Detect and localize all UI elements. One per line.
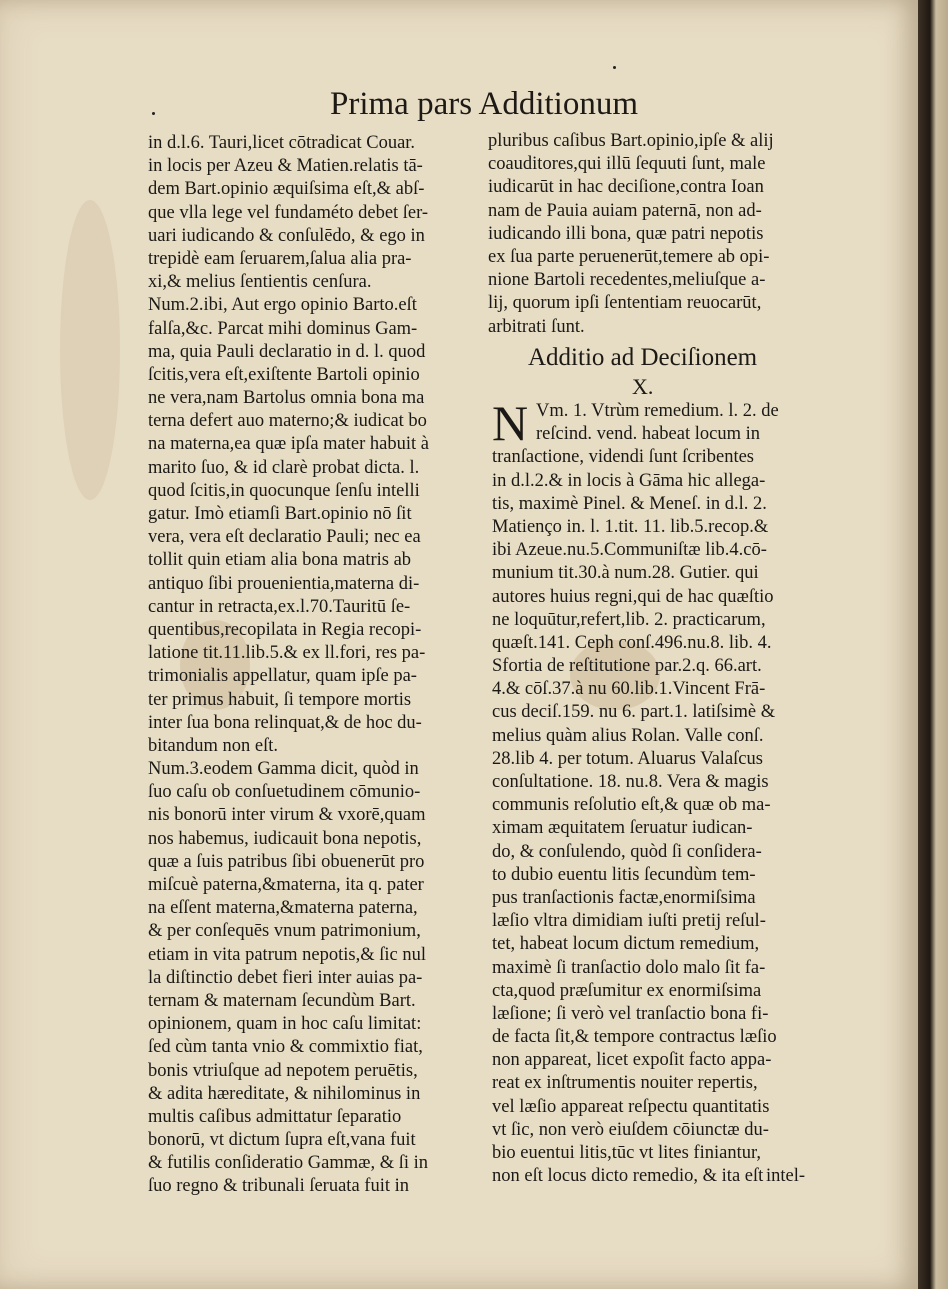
right-text-column-top xyxy=(488,130,818,339)
text-line: bio euentui litis,tūc vt lites finiantur, xyxy=(492,1143,762,1163)
text-line: coauditores,qui illū ſequuti ſunt, male xyxy=(488,154,766,175)
text-line: reſcind. vend. habeat locum in xyxy=(536,424,760,445)
text-line: falſa,&c. Parcat mihi dominus Gam- xyxy=(148,318,418,339)
text-line: ma, quia Pauli declaratio in d. l. quod xyxy=(148,341,426,362)
text-line: tis, maximè Pinel. & Meneſ. in d.l. 2. xyxy=(492,493,767,514)
text-line: multis caſibus admittatur ſeparatio xyxy=(148,1106,402,1127)
text-line: & adita hæreditate, & nihilominus in xyxy=(148,1083,421,1104)
text-line: uari iudicando & conſulēdo, & ego in xyxy=(148,225,425,246)
text-line: 28.lib 4. per totum. Aluarus Valaſcus xyxy=(492,748,763,769)
text-line: que vlla lege vel fundaméto debet ſer- xyxy=(148,202,429,223)
text-line: na materna,ea quæ ipſa mater habuit à xyxy=(148,434,429,455)
text-line: ternam & maternam ſecundùm Bart. xyxy=(148,990,416,1011)
text-line: etiam in vita patrum nepotis,& ſic nul xyxy=(148,944,426,965)
text-line: trepidè eam ſeruarem,ſalua alia pra- xyxy=(148,248,412,269)
text-line: ter primus habuit, ſi tempore mortis xyxy=(148,689,412,710)
text-line: xi,& melius ſentientis cenſura. xyxy=(148,272,372,293)
text-line: cus deciſ.159. nu 6. part.1. latiſsimè & xyxy=(492,702,776,723)
text-line: inter ſua bona relinquat,& de hoc du- xyxy=(148,712,422,733)
text-line: opinionem, quam in hoc caſu limitat: xyxy=(148,1014,422,1035)
text-line: iudicando illi bona, quæ patri nepotis xyxy=(488,223,764,244)
text-line: in d.l.6. Tauri,licet cōtradicat Couar. xyxy=(148,133,416,153)
text-line: autores huius regni,qui de hac quæſtio xyxy=(492,586,774,607)
text-line: ibi Azeue.nu.5.Communiſtæ lib.4.cō- xyxy=(492,540,767,561)
text-line: quod ſcitis,in quocunque ſenſu intelli xyxy=(148,480,420,501)
text-line: do, & conſulendo, quòd ſi conſidera- xyxy=(492,841,762,862)
right-text-column-bottom xyxy=(492,395,822,1188)
text-line: de facta ſit,& tempore contractus læſio xyxy=(492,1027,777,1048)
text-line: non eſt locus dicto remedio, & ita eſt xyxy=(492,1166,764,1187)
text-line: reat ex inſtrumentis nouiter repertis, xyxy=(492,1073,758,1094)
text-line: lij, quorum ipſi ſententiam reuocarūt, xyxy=(488,293,762,314)
text-line: vel læſio appareat reſpectu quantitatis xyxy=(492,1096,770,1117)
section-heading: Additio ad Deciſionem xyxy=(528,344,758,371)
text-line: cta,quod præſumitur ex enormiſsima xyxy=(492,980,762,1001)
text-line: communis reſolutio eſt,& quæ ob ma- xyxy=(492,795,771,816)
text-line: in locis per Azeu & Matien.relatis tā- xyxy=(148,156,423,177)
text-line: bitandum non eſt. xyxy=(148,735,278,756)
text-line: ſed cùm tanta vnio & commixtio fiat, xyxy=(148,1037,423,1058)
text-line: vt ſic, non verò eiuſdem cōiunctæ du- xyxy=(492,1119,769,1140)
text-line: læſione; ſi verò vel tranſactio bona fi- xyxy=(492,1003,769,1024)
text-line: conſultatione. 18. nu.8. Vera & magis xyxy=(492,772,769,792)
text-line: marito ſuo, & id clarè probat dicta. l. xyxy=(148,457,420,478)
text-line: quæſt.141. Ceph conſ.496.nu.8. lib. 4. xyxy=(492,632,772,653)
text-line: Num.2.ibi, Aut ergo opinio Barto.eſt xyxy=(148,295,417,316)
text-line: dem Bart.opinio æquiſsima eſt,& abſ- xyxy=(148,179,425,200)
text-line: ne vera,nam Bartolus omnia bona ma xyxy=(148,388,425,409)
ink-mark xyxy=(152,112,155,115)
text-line: in d.l.2.& in locis à Gāma hic allega- xyxy=(492,470,766,491)
text-line: nione Bartoli recedentes,meliuſque a- xyxy=(488,270,766,291)
text-line: miſcuè paterna,&materna, ita q. pater xyxy=(148,875,424,895)
text-line: la diſtinctio debet fieri inter auias pa- xyxy=(148,967,423,988)
text-line: pus tranſactionis factæ,enormiſsima xyxy=(492,887,756,908)
text-line: munium tit.30.à num.28. Gutier. qui xyxy=(492,563,759,584)
text-line: trimonialis appellatur, quam ipſe pa- xyxy=(148,666,417,687)
text-line: & futilis conſideratio Gammæ, & ſi in xyxy=(148,1153,429,1174)
text-line: 4.& cōſ.37.à nu 60.lib.1.Vincent Frā- xyxy=(492,679,766,700)
text-line: nam de Pauia auiam paternā, non ad- xyxy=(488,200,762,221)
text-line: gatur. Imò etiamſi Bart.opinio nō ſit xyxy=(148,504,412,524)
text-line: ex ſua parte peruenerūt,temere ab opi- xyxy=(488,246,770,267)
text-line: melius quàm alius Rolan. Valle conſ. xyxy=(492,725,764,746)
text-line: quentibus,recopilata in Regia recopi- xyxy=(148,619,422,640)
text-line: Sfortia de reſtitutione par.2.q. 66.art. xyxy=(492,656,762,677)
text-line: terna defert auo materno;& iudicat bo xyxy=(148,411,427,432)
left-text-column xyxy=(148,132,488,1199)
text-line: arbitrati ſunt. xyxy=(488,316,585,337)
text-line: na eſſent materna,&materna paterna, xyxy=(148,898,418,919)
drop-capital: N xyxy=(492,395,529,451)
text-line: ximam æquitatem ſeruatur iudican- xyxy=(492,818,753,839)
ink-mark xyxy=(613,66,616,69)
text-line: antiquo ſibi prouenientia,materna di- xyxy=(148,573,420,594)
text-line: quæ a ſuis patribus ſibi obuenerūt pro xyxy=(148,851,425,872)
text-line: nos habemus, iudicauit bona nepotis, xyxy=(148,828,422,849)
text-line: pluribus caſibus Bart.opinio,ipſe & alij xyxy=(488,131,774,151)
text-line: tollit quin etiam alia bona matris ab xyxy=(148,550,412,571)
text-line: nis bonorū inter virum & vxorē,quam xyxy=(148,805,426,826)
text-line: vera, vera eſt declaratio Pauli; nec ea xyxy=(148,527,421,548)
text-line: Vm. 1. Vtrùm remedium. l. 2. de xyxy=(536,401,779,421)
text-line: Matienço in. l. 1.tit. 11. lib.5.recop.& xyxy=(492,516,769,537)
water-stain xyxy=(60,200,120,500)
text-line: iudicarūt in hac deciſione,contra Ioan xyxy=(488,177,764,198)
text-line: tet, habeat locum dictum remedium, xyxy=(492,934,760,955)
text-line: læſio vltra dimidiam iuſti pretij reſul- xyxy=(492,911,766,932)
text-line: ſcitis,vera eſt,exiſtente Bartoli opinio xyxy=(148,364,420,385)
catchword: intel- xyxy=(766,1166,806,1186)
text-line: Num.3.eodem Gamma dicit, quòd in xyxy=(148,759,419,780)
text-line: ſuo regno & tribunali ſeruata fuit in xyxy=(148,1176,409,1197)
text-line: ne loquūtur,refert,lib. 2. practicarum, xyxy=(492,609,766,630)
text-line: non appareat, licet expoſit facto appa- xyxy=(492,1050,772,1071)
text-line: bonis vtriuſque ad nepotem peruētis, xyxy=(148,1060,418,1081)
text-line: tranſactione, videndi ſunt ſcribentes xyxy=(492,447,754,468)
text-line: & per conſequēs vnum patrimonium, xyxy=(148,921,421,942)
text-line: cantur in retracta,ex.l.70.Tauritū ſe- xyxy=(148,596,411,617)
book-gutter xyxy=(918,0,948,1289)
text-line: maximè ſi tranſactio dolo malo ſit fa- xyxy=(492,957,766,978)
text-line: to dubio euentu litis ſecundùm tem- xyxy=(492,864,756,885)
running-header: Prima pars Additionum xyxy=(330,86,638,122)
text-line: latione tit.11.lib.5.& ex ll.fori, res pa- xyxy=(148,643,426,664)
text-line: bonorū, vt dictum ſupra eſt,vana fuit xyxy=(148,1130,416,1151)
text-line: ſuo caſu ob conſuetudinem cōmunio- xyxy=(148,782,421,803)
section-number: X. xyxy=(632,374,654,399)
